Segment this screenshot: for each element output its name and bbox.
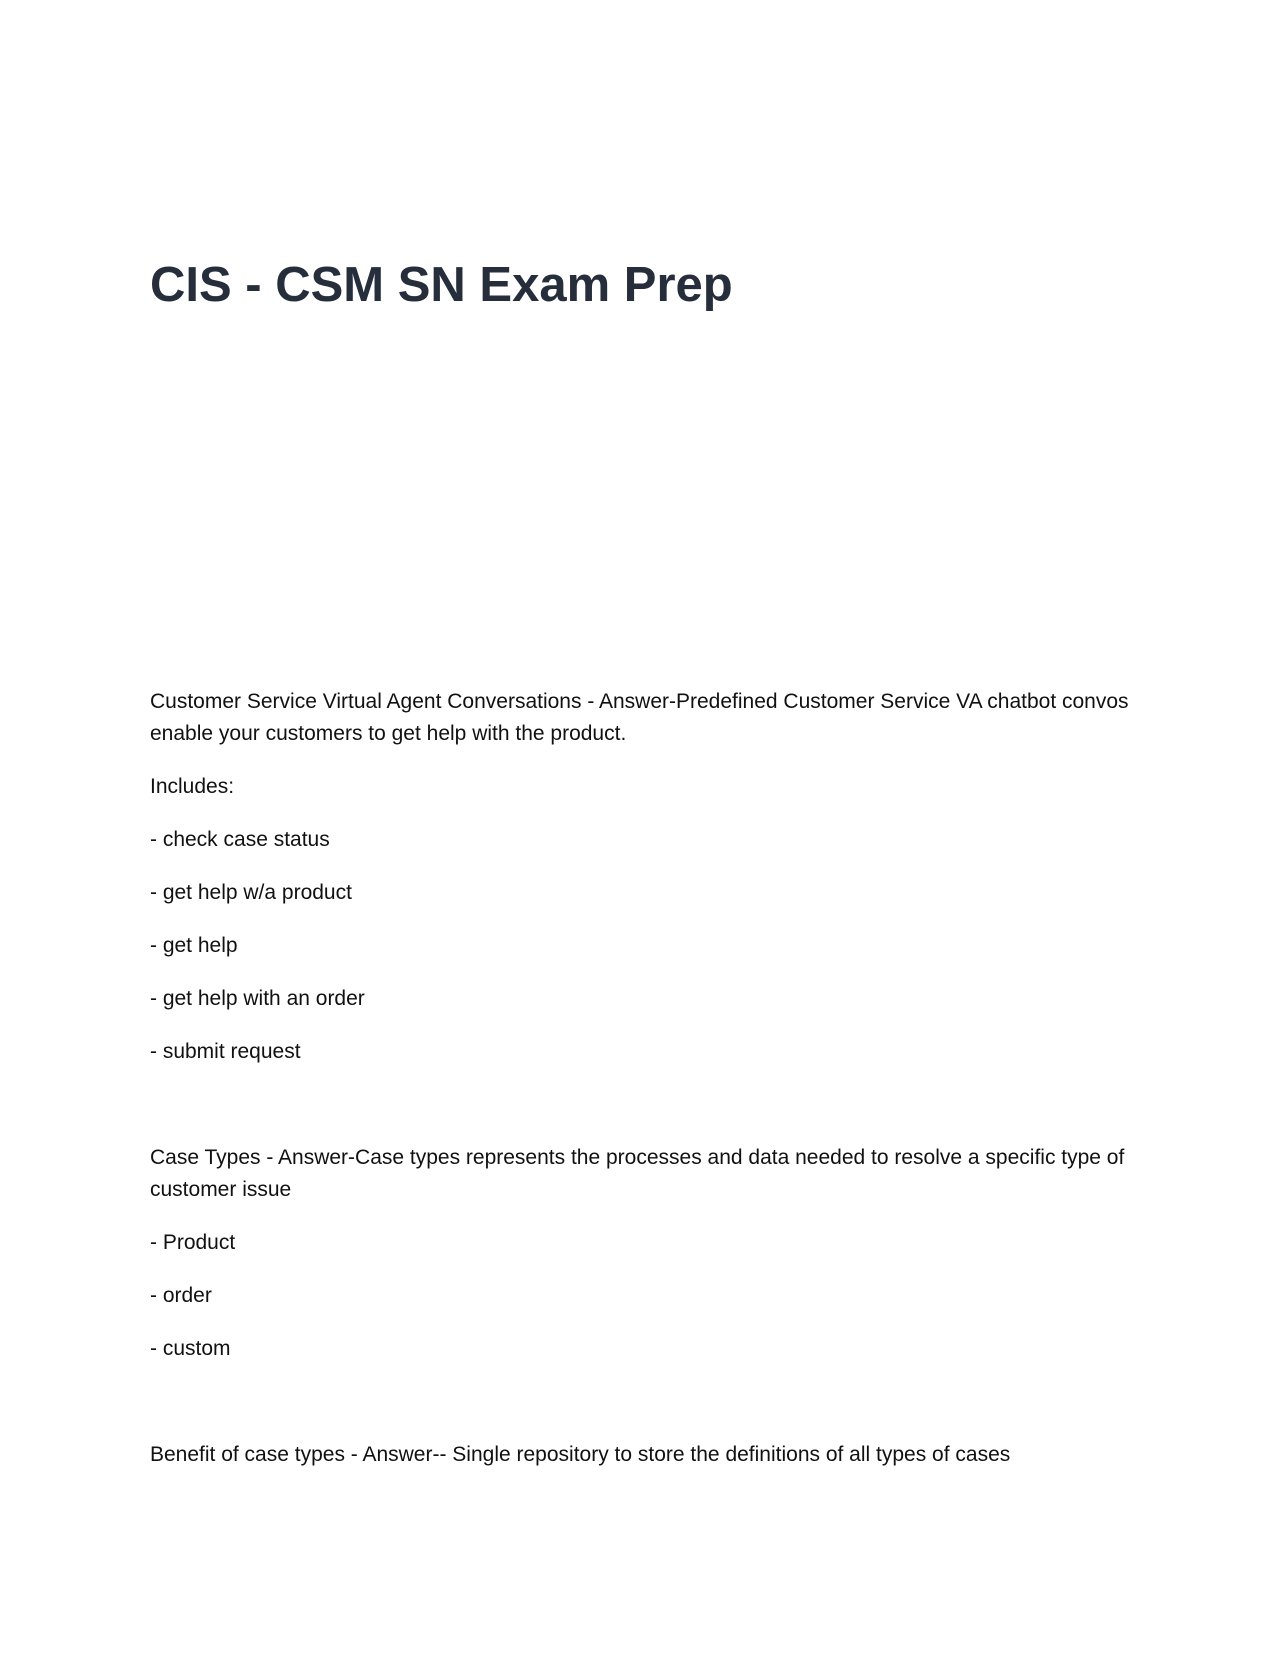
qa-entry-text: Case Types - Answer-Case types represents the processes and data needed to resolve a specific type of customer issue <box>150 1146 1125 1201</box>
list-item: - get help <box>150 934 238 957</box>
list-item: - get help w/a product <box>150 881 352 904</box>
section-spacer <box>150 1089 1130 1142</box>
list-item: - order <box>150 1284 212 1307</box>
list-item: - custom <box>150 1337 231 1360</box>
list-item: - check case status <box>150 828 330 851</box>
qa-entry-text: Benefit of case types - Answer-- Single repository to store the definitions of all types of cases <box>150 1443 1011 1466</box>
list-item: - Product <box>150 1231 236 1254</box>
qa-entry-text: Customer Service Virtual Agent Conversations - Answer-Predefined Customer Service VA chatbot convos enable your customers to get help with the product. <box>150 690 1129 745</box>
list-item: - submit request <box>150 1040 301 1063</box>
list-item: - get help with an order <box>150 987 365 1010</box>
document-body <box>150 686 1130 1492</box>
list-item: Includes: <box>150 775 235 798</box>
section-spacer <box>150 1386 1130 1439</box>
page-title: CIS - CSM SN Exam Prep <box>150 258 733 312</box>
